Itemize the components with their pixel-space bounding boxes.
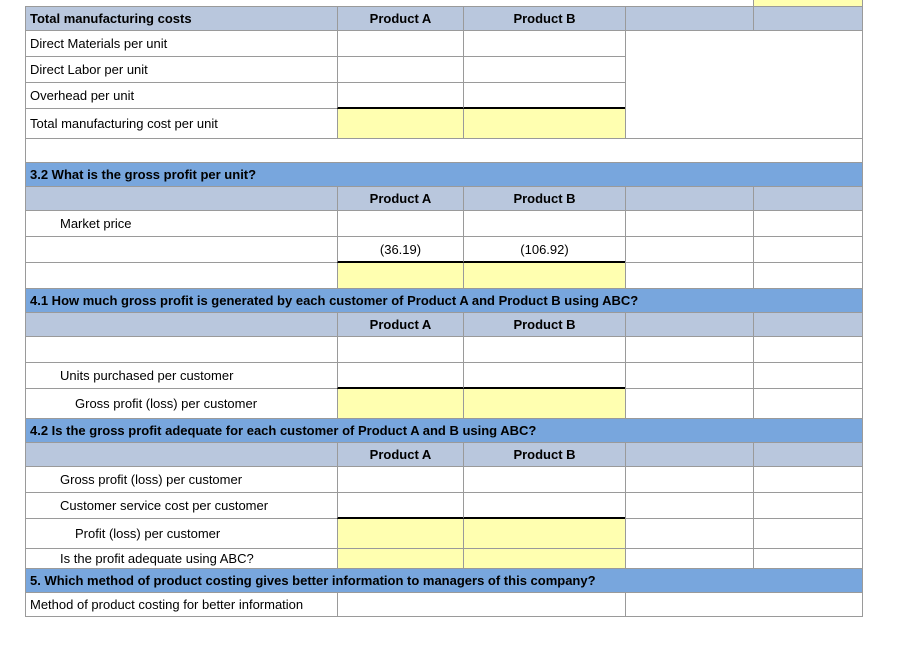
blank-cell: [625, 549, 754, 569]
table-row: [25, 467, 863, 493]
q41-col-product-b: Product B: [463, 313, 626, 337]
blank-label-cell: [25, 263, 338, 289]
q32-col-product-a: Product A: [337, 187, 464, 211]
blank-cell: [753, 211, 863, 237]
empty-area: [625, 31, 863, 57]
blank-full-cell: [25, 139, 863, 163]
input-service-cost-a[interactable]: [337, 493, 464, 519]
blank-cell: [625, 389, 754, 419]
input-profit-adequate-a[interactable]: [337, 549, 464, 569]
blank-cell: [753, 337, 863, 363]
q32-col-product-b: Product B: [463, 187, 626, 211]
row-label-gp-per-customer: Gross profit (loss) per customer: [25, 389, 338, 419]
blank-label-cell: [25, 337, 338, 363]
row-label-profit-adequate: Is the profit adequate using ABC?: [25, 549, 338, 569]
table1-col-product-a: Product A: [337, 6, 464, 31]
input-overhead-a[interactable]: [337, 83, 464, 109]
header-blank: [625, 313, 754, 337]
blank-cell: [625, 493, 754, 519]
input-total-mfg-cost-b[interactable]: [463, 109, 626, 139]
table-row: [25, 83, 863, 109]
blank-cell: [753, 363, 863, 389]
input-profit-adequate-b[interactable]: [463, 549, 626, 569]
section-5-title: 5. Which method of product costing gives better information to managers of this company?: [25, 569, 863, 593]
input-units-per-customer-b[interactable]: [463, 363, 626, 389]
input-direct-materials-b[interactable]: [463, 31, 626, 57]
blank-cell: [625, 237, 754, 263]
row-label-direct-labor: Direct Labor per unit: [25, 57, 338, 83]
table-row: [25, 211, 863, 237]
table1-col-product-b: Product B: [463, 6, 626, 31]
table1-header-blank-2: [753, 6, 863, 31]
input-gp-per-customer-2-b[interactable]: [463, 467, 626, 493]
header-blank: [25, 313, 338, 337]
table-row: [25, 57, 863, 83]
input-blank-a[interactable]: [337, 337, 464, 363]
value-cost-b[interactable]: (106.92): [463, 237, 626, 263]
blank-cell: [753, 519, 863, 549]
q42-col-product-b: Product B: [463, 443, 626, 467]
blank-cell: [753, 237, 863, 263]
table-row: [25, 337, 863, 363]
blank-cell: [753, 467, 863, 493]
row-label-total-mfg-cost: Total manufacturing cost per unit: [25, 109, 338, 139]
blank-cell: [625, 263, 754, 289]
table-row: [25, 593, 863, 617]
table-row: [25, 109, 863, 139]
input-overhead-b[interactable]: [463, 83, 626, 109]
input-gross-profit-unit-b[interactable]: [463, 263, 626, 289]
table-row: [25, 263, 863, 289]
row-label-method: Method of product costing for better information: [25, 593, 338, 617]
blank-cell: [625, 467, 754, 493]
blank-cell: [753, 549, 863, 569]
input-total-mfg-cost-a[interactable]: [337, 109, 464, 139]
row-label-market-price: Market price: [25, 211, 338, 237]
header-blank: [753, 187, 863, 211]
section-5-title-row: [25, 569, 863, 593]
blank-label-cell: [25, 237, 338, 263]
section-4-2-header-row: [25, 443, 863, 467]
table-row: [25, 363, 863, 389]
input-gp-per-customer-a[interactable]: [337, 389, 464, 419]
row-label-profit-per-customer: Profit (loss) per customer: [25, 519, 338, 549]
input-gp-per-customer-2-a[interactable]: [337, 467, 464, 493]
section-4-2-title-row: [25, 419, 863, 443]
input-direct-materials-a[interactable]: [337, 31, 464, 57]
header-blank: [25, 187, 338, 211]
input-service-cost-b[interactable]: [463, 493, 626, 519]
section-3-2-title: 3.2 What is the gross profit per unit?: [25, 163, 863, 187]
row-label-gp-per-customer-2: Gross profit (loss) per customer: [25, 467, 338, 493]
empty-area: [625, 57, 863, 83]
blank-cell: [625, 593, 863, 617]
table1-header-label: Total manufacturing costs: [25, 6, 338, 31]
input-method-answer[interactable]: [337, 593, 626, 617]
input-profit-per-customer-a[interactable]: [337, 519, 464, 549]
input-direct-labor-a[interactable]: [337, 57, 464, 83]
blank-cell: [625, 337, 754, 363]
section-4-1-header-row: [25, 313, 863, 337]
header-blank: [753, 313, 863, 337]
table-row: [25, 389, 863, 419]
input-units-per-customer-a[interactable]: [337, 363, 464, 389]
input-gross-profit-unit-a[interactable]: [337, 263, 464, 289]
input-blank-b[interactable]: [463, 337, 626, 363]
blank-cell: [625, 519, 754, 549]
row-label-units-per-customer: Units purchased per customer: [25, 363, 338, 389]
blank-cell: [625, 363, 754, 389]
blank-cell: [753, 493, 863, 519]
section-4-1-title-row: [25, 289, 863, 313]
input-market-price-a[interactable]: [337, 211, 464, 237]
section-4-1-title: 4.1 How much gross profit is generated by each customer of Product A and Product B using ABC?: [25, 289, 863, 313]
table-row: [25, 31, 863, 57]
blank-cell: [625, 211, 754, 237]
table1-header-row: [25, 6, 863, 31]
header-blank: [25, 443, 338, 467]
row-label-service-cost: Customer service cost per customer: [25, 493, 338, 519]
empty-area: [625, 109, 863, 139]
empty-area: [625, 83, 863, 109]
value-cost-a[interactable]: (36.19): [337, 237, 464, 263]
blank-row: [25, 139, 863, 163]
input-direct-labor-b[interactable]: [463, 57, 626, 83]
q42-col-product-a: Product A: [337, 443, 464, 467]
section-3-2-title-row: [25, 163, 863, 187]
row-label-overhead: Overhead per unit: [25, 83, 338, 109]
blank-cell: [753, 263, 863, 289]
table-row: [25, 237, 863, 263]
input-gp-per-customer-b[interactable]: [463, 389, 626, 419]
header-blank: [753, 443, 863, 467]
input-profit-per-customer-b[interactable]: [463, 519, 626, 549]
section-3-2-header-row: [25, 187, 863, 211]
table1-header-blank-1: [625, 6, 754, 31]
blank-cell: [753, 389, 863, 419]
header-blank: [625, 443, 754, 467]
row-label-direct-materials: Direct Materials per unit: [25, 31, 338, 57]
q41-col-product-a: Product A: [337, 313, 464, 337]
input-market-price-b[interactable]: [463, 211, 626, 237]
table-row: [25, 519, 863, 549]
table-row: [25, 493, 863, 519]
table-row: [25, 549, 863, 569]
section-4-2-title: 4.2 Is the gross profit adequate for each customer of Product A and B using ABC?: [25, 419, 863, 443]
header-blank: [625, 187, 754, 211]
